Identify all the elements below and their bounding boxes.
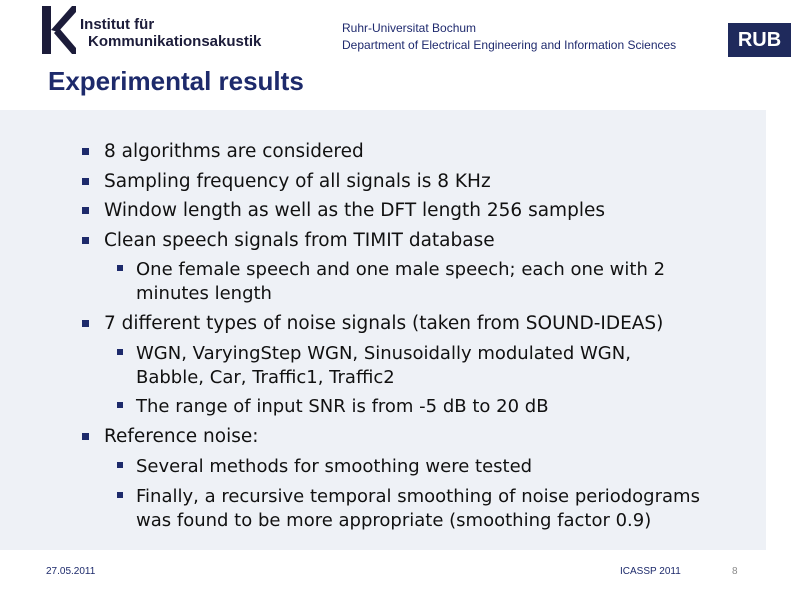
bullet-item: 8 algorithms are considered xyxy=(104,141,364,162)
department-name: Department of Electrical Engineering and Information Sciences xyxy=(342,38,677,52)
bullet-item: 7 different types of noise signals (taken from SOUND-IDEAS) xyxy=(104,313,664,334)
institute-name-line2: Kommunikationsakustik xyxy=(88,33,262,50)
institute-name-line1: Institut für xyxy=(80,16,155,33)
bullet-marker-icon xyxy=(82,237,89,244)
sub-bullet-item-line1: One female speech and one male speech; each one with 2 xyxy=(136,259,666,280)
sub-bullet-marker-icon xyxy=(117,492,123,498)
sub-bullet-item-line2: was found to be more appropriate (smoothing factor 0.9) xyxy=(136,510,652,531)
bullet-marker-icon xyxy=(82,148,89,155)
bullet-marker-icon xyxy=(82,433,89,440)
bullet-item: Sampling frequency of all signals is 8 KHz xyxy=(104,171,491,192)
bullet-item: Window length as well as the DFT length 256 samples xyxy=(104,200,605,221)
page-number: 8 xyxy=(732,566,738,577)
sub-bullet-marker-icon xyxy=(117,265,123,271)
bullet-marker-icon xyxy=(82,207,89,214)
footer-conference: ICASSP 2011 xyxy=(620,566,681,577)
bullet-item: Reference noise: xyxy=(104,426,259,447)
sub-bullet-item-line2: minutes length xyxy=(136,283,272,304)
sub-bullet-item-line1: The range of input SNR is from -5 dB to 20 dB xyxy=(136,396,549,417)
sub-bullet-marker-icon xyxy=(117,349,123,355)
slide-title: Experimental results xyxy=(48,66,304,96)
bullet-marker-icon xyxy=(82,320,89,327)
rub-logo: RUB xyxy=(728,23,791,57)
sub-bullet-item-line1: Finally, a recursive temporal smoothing of noise periodograms xyxy=(136,486,700,507)
footer-date: 27.05.2011 xyxy=(46,566,96,577)
sub-bullet-item-line1: WGN, VaryingStep WGN, Sinusoidally modulated WGN, xyxy=(136,343,631,364)
sub-bullet-item-line1: Several methods for smoothing were tested xyxy=(136,456,533,477)
sub-bullet-marker-icon xyxy=(117,402,123,408)
university-name: Ruhr-Universitat Bochum xyxy=(342,21,477,35)
sub-bullet-item-line2: Babble, Car, Traffic1, Traffic2 xyxy=(136,367,395,388)
sub-bullet-marker-icon xyxy=(117,462,123,468)
bullet-marker-icon xyxy=(82,178,89,185)
bullet-item: Clean speech signals from TIMIT database xyxy=(104,230,495,251)
